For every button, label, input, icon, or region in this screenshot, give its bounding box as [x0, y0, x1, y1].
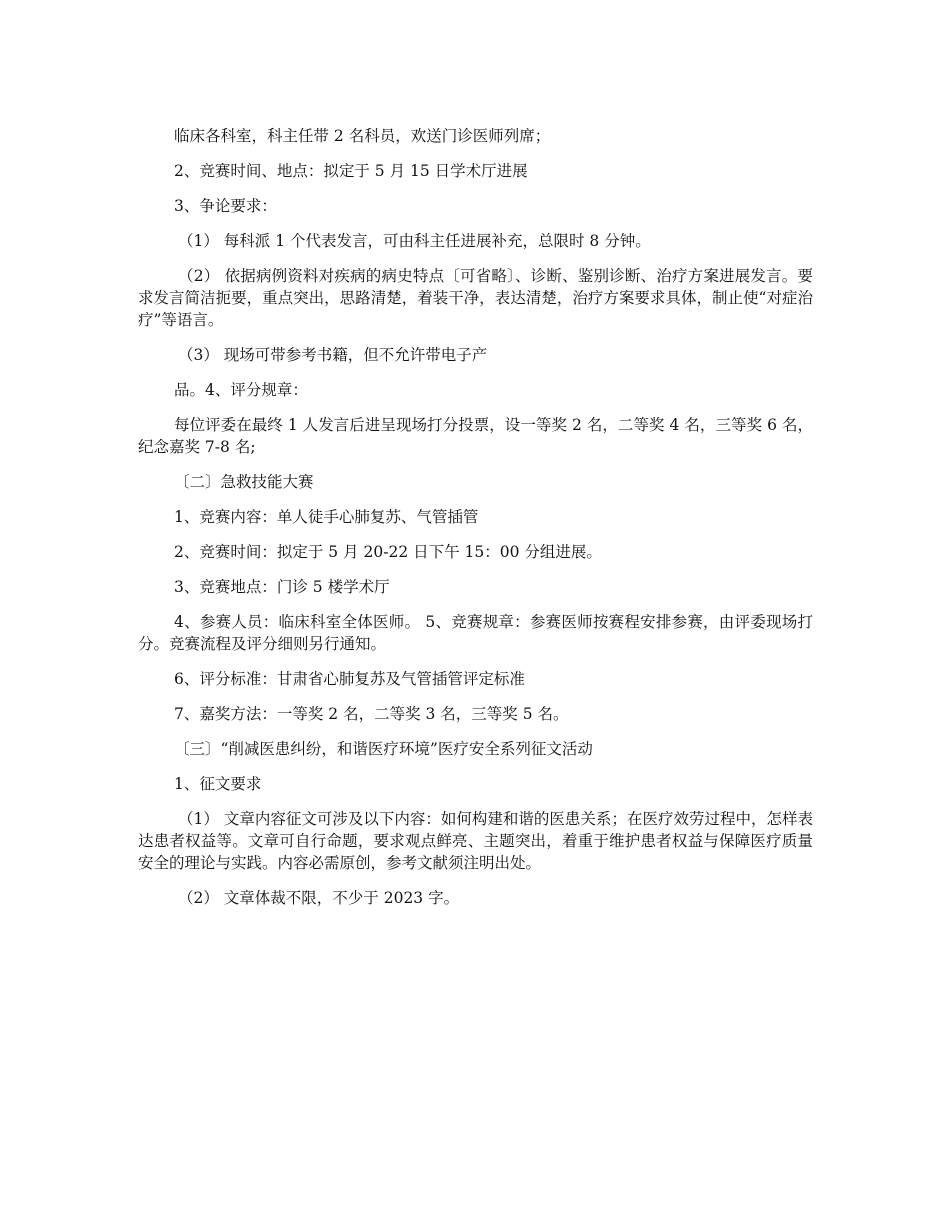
paragraph-competition-place: 3、竞赛地点：门诊 5 楼学术厅 — [174, 578, 390, 596]
paragraph-requirement-1: （1） 每科派 1 个代表发言，可由科主任进展补充，总限时 8 分钟。 — [178, 232, 651, 250]
paragraph-requirement-2: （2） 依据病例资料对疾病的病史特点〔可省略〕、诊断、鉴别诊断、治疗方案进展发言。要求发言简洁扼要，重点突出，思路清楚，着装干净，表达清楚，治疗方案要求具体，制止使“对症治疗”等语言。 — [138, 267, 813, 329]
paragraph-debate-time-place: 2、竞赛时间、地点：拟定于 5 月 15 日学术厅进展 — [174, 162, 528, 180]
paragraph-requirement-3: （3） 现场可带参考书籍，但不允许带电子产 — [178, 346, 488, 364]
paragraph-competition-time: 2、竞赛时间：拟定于 5 月 20-22 日下午 15：00 分组进展。 — [174, 543, 602, 561]
paragraph-participants-rules: 4、参赛人员：临床科室全体医师。 5、竞赛规章：参赛医师按赛程安排参赛，由评委现场打分。竞赛流程及评分细则另行通知。 — [138, 613, 813, 653]
paragraph-essay-requirements: 1、征文要求 — [174, 775, 262, 793]
paragraph-scoring-standard: 6、评分标准：甘肃省心肺复苏及气管插管评定标准 — [174, 670, 525, 688]
section-heading-first-aid: 〔二〕急救技能大赛 — [174, 473, 314, 491]
paragraph-scoring-rules: 品。4、评分规章： — [174, 381, 308, 399]
paragraph-participants: 临床各科室，科主任带 2 名科员，欢送门诊医师列席； — [174, 127, 551, 145]
paragraph-essay-requirement-1: （1） 文章内容征文可涉及以下内容：如何构建和谐的医患关系；在医疗效劳过程中，怎样表达患者权益等。文章可自行命题，要求观点鲜亮、主题突出，着重于维护患者权益与保障医疗质量安全的理论与实践。内容必需原创，参考文献须注明出处。 — [138, 810, 813, 872]
paragraph-essay-requirement-2: （2） 文章体裁不限，不少于 2023 字。 — [178, 889, 460, 907]
paragraph-awards: 每位评委在最终 1 人发言后进呈现场打分投票，设一等奖 2 名，二等奖 4 名，三等奖 6 名，纪念嘉奖 7-8 名; — [138, 416, 813, 456]
paragraph-debate-requirements: 3、争论要求： — [174, 197, 277, 215]
document-body — [138, 125, 813, 922]
paragraph-competition-content: 1、竞赛内容：单人徒手心肺复苏、气管插管 — [174, 508, 479, 526]
paragraph-award-method: 7、嘉奖方法：一等奖 2 名，二等奖 3 名，三等奖 5 名。 — [174, 705, 569, 723]
section-heading-essay: 〔三〕“削减医患纠纷，和谐医疗环境”医疗安全系列征文活动 — [174, 740, 593, 758]
